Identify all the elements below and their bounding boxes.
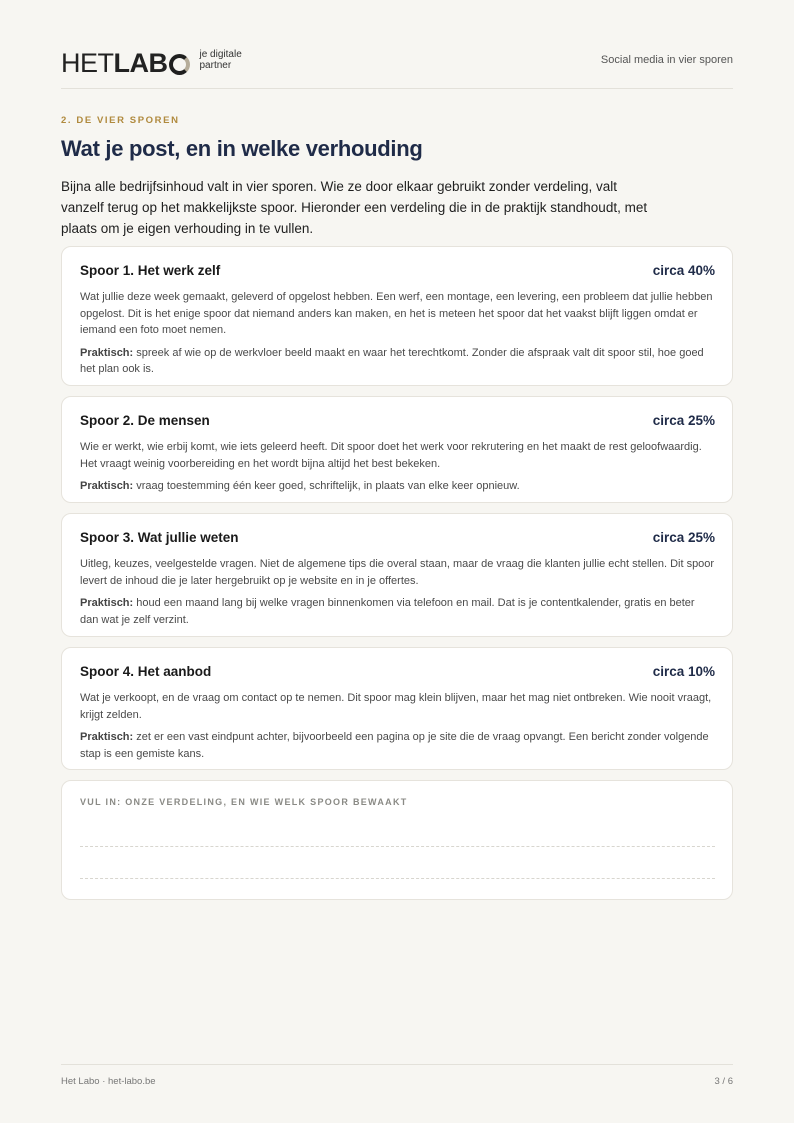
- track-title: Spoor 3. Wat jullie weten: [80, 530, 239, 545]
- fill-in-label: VUL IN: ONZE VERDELING, EN WIE WELK SPOOR BEWAAKT: [80, 797, 408, 807]
- track-share: circa 25%: [652, 530, 715, 545]
- header: [61, 44, 733, 89]
- track-description: Wat jullie deze week gemaakt, geleverd of opgelost hebben. Een werf, een montage, een levering, een probleem dat jullie hebben opgelost. Dit is het enige spoor dat niemand anders kan maken, en het is meteen het spoor dat het vaakst blijft liggen omdat er iemand een foto moet nemen.: [80, 291, 713, 336]
- fill-in-line[interactable]: [80, 846, 715, 847]
- footer-site: Het Labo · het-labo.be: [61, 1076, 156, 1087]
- logo: [61, 48, 242, 78]
- track-description: Wat je verkoopt, en de vraag om contact op te nemen. Dit spoor mag klein blijven, maar het mag niet ontbreken. Wie nooit vraagt, krijgt zelden.: [80, 692, 712, 721]
- practical-label: Praktisch:: [80, 480, 134, 492]
- intro-paragraph: Bijna alle bedrijfsinhoud valt in vier sporen. Wie ze door elkaar gebruikt zonder verdeling, valt vanzelf terug op het makkelijkste spoor. Hieronder een verdeling die in de praktijk standhoudt, met plaats om je eigen verhouding in te vullen.: [61, 179, 648, 236]
- logo-o-icon: [169, 54, 190, 75]
- fill-in-line[interactable]: [80, 878, 715, 879]
- footer: [61, 1064, 733, 1087]
- practical-label: Praktisch:: [80, 731, 134, 743]
- track-practical: Praktisch: zet er een vast eindpunt achter, bijvoorbeeld een pagina op je site die de vraag opvangt. Een bericht zonder volgende stap is een gemiste kans.: [80, 731, 709, 760]
- track-card: [61, 513, 733, 637]
- track-title: Spoor 4. Het aanbod: [80, 664, 212, 679]
- track-share: circa 10%: [652, 664, 715, 679]
- section-kicker: 2. DE VIER SPOREN: [61, 115, 180, 126]
- document-title: Social media in vier sporen: [600, 54, 733, 66]
- practical-label: Praktisch:: [80, 346, 134, 359]
- track-share: circa 25%: [652, 413, 715, 428]
- logo-tagline: je digitale partner: [199, 49, 242, 71]
- page: [61, 0, 733, 1123]
- track-practical: Praktisch: spreek af wie op de werkvloer beeld maakt en waar het terechtkomt. Zonder die afspraak valt dit spoor stil, hoe goed het plan ook is.: [80, 346, 704, 375]
- track-practical: Praktisch: vraag toestemming één keer goed, schriftelijk, in plaats van elke keer opnieuw.: [80, 480, 520, 492]
- track-share: circa 40%: [652, 263, 715, 278]
- page-number: 3 / 6: [714, 1076, 733, 1087]
- track-card: [61, 647, 733, 770]
- track-card: [61, 396, 733, 503]
- track-card: [61, 246, 733, 386]
- track-description: Wie er werkt, wie erbij komt, wie iets geleerd heeft. Dit spoor doet het werk voor rekrutering en het maakt de rest geloofwaardig. Het vraagt weinig voorbereiding en het wordt bijna altijd het best bekeken.: [80, 441, 702, 470]
- logo-wordmark: HETLAB: [61, 48, 190, 78]
- page-title: Wat je post, en in welke verhouding: [61, 136, 423, 161]
- track-title: Spoor 1. Het werk zelf: [80, 263, 221, 278]
- practical-label: Praktisch:: [80, 597, 134, 609]
- track-description: Uitleg, keuzes, veelgestelde vragen. Niet de algemene tips die overal staan, maar de vraag die klanten jullie echt stellen. Dit spoor levert de inhoud die je later hergebruikt op je website en in je offertes.: [80, 558, 715, 587]
- track-title: Spoor 2. De mensen: [80, 413, 210, 428]
- track-practical: Praktisch: houd een maand lang bij welke vragen binnenkomen via telefoon en mail. Dat is je contentkalender, gratis en beter dan wat je zelf verzint.: [80, 597, 695, 626]
- fill-in-box: [61, 780, 733, 900]
